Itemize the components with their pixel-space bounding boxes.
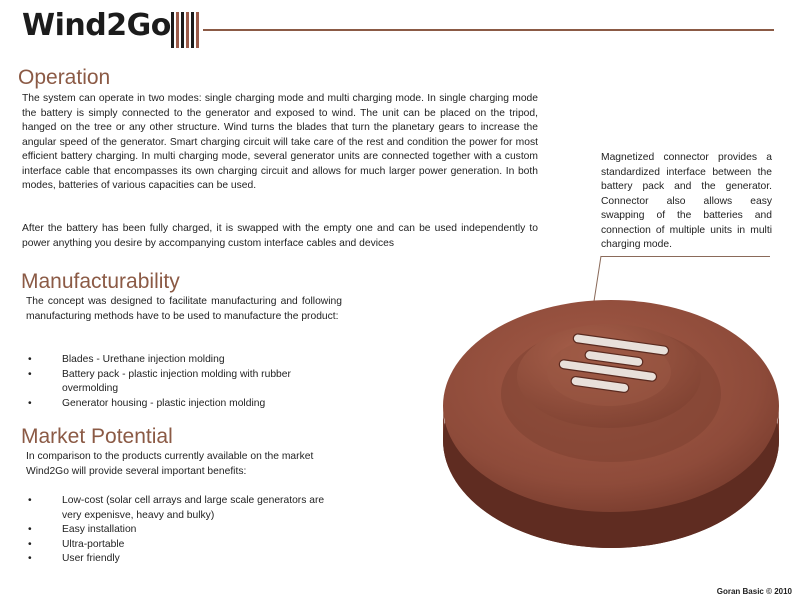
list-item: • Low-cost (solar cell arrays and large scale generators are very expenisve, heavy and bulky): [26, 494, 336, 523]
author-credit: Goran Basic © 2010: [716, 587, 792, 596]
list-item: • User friendly: [26, 552, 336, 567]
market-potential-intro: In comparison to the products currently available on the market Wind2Go will provide several important benefits:: [26, 451, 314, 477]
callout-underline: [601, 256, 770, 257]
list-item: • Battery pack - plastic injection molding with rubber overmolding: [26, 368, 316, 397]
list-item: • Generator housing - plastic injection molding: [26, 397, 316, 412]
header-rule: [203, 29, 774, 31]
operation-heading: Operation: [18, 66, 111, 89]
connector-callout: Magnetized connector provides a standardized interface between the battery pack and the generator. Connector also allows easy swapping of the batteries and connection of multiple units in multi charging mode.: [601, 152, 772, 250]
manufacturing-methods-list: [26, 353, 316, 411]
list-item: • Ultra-portable: [26, 538, 336, 553]
benefits-list: [26, 494, 336, 567]
operation-paragraph-2: After the battery has been fully charged, it is swapped with the empty one and can be used independently to power anything you desire by accompanying custom interface cables and devices: [22, 223, 538, 249]
operation-paragraph-1: The system can operate in two modes: single charging mode and multi charging mode. In single charging mode the battery is simply connected to the generator and exposed to wind. The unit can be placed on the tripod, hanged on the tree or any other structure. Wind turns the blades that turn the planetary gears to increase the angular speed of the generator. Smart charging circuit will take care of the rest and condition the power for most efficient battery charging. In multi charging mode, several generator units are connected together with a custom interface cable that encompasses its own charging circuit and allows for much larger power generation. In both modes, batteries of various capacities can be used.: [22, 93, 538, 191]
logo-wordmark: Wind2Go: [22, 8, 171, 43]
manufacturability-heading: Manufacturability: [21, 270, 180, 293]
market-potential-heading: Market Potential: [21, 425, 173, 448]
list-item: • Blades - Urethane injection molding: [26, 353, 316, 368]
list-item: • Easy installation: [26, 523, 336, 538]
battery-pack-render-icon: [435, 290, 785, 555]
manufacturability-intro: The concept was designed to facilitate manufacturing and following manufacturing methods have to be used to manufacture the product:: [26, 296, 342, 322]
logo-bars-icon: [171, 12, 199, 48]
